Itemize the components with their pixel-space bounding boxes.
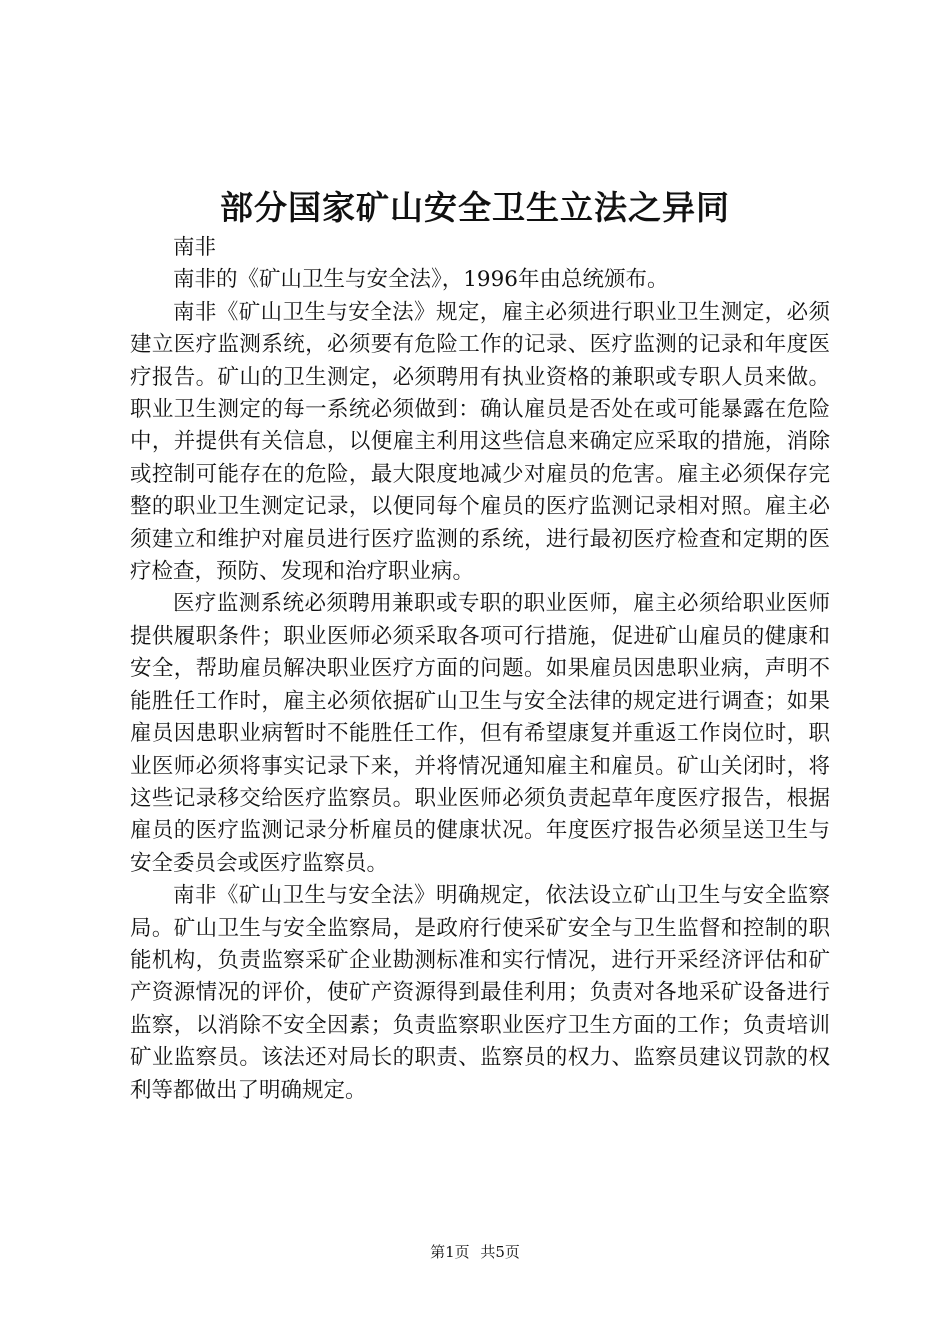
page-total: 共5页 [480, 1243, 520, 1261]
paragraph: 南非的《矿山卫生与安全法》，1996年由总统颁布。 [173, 267, 669, 293]
page-footer [0, 1240, 950, 1264]
document-body [130, 232, 830, 1107]
paragraph: 南非《矿山卫生与安全法》规定，雇主必须进行职业卫生测定，必须建立医疗监测系统，必须要有危险工作的记录、医疗监测的记录和年度医疗报告。矿山的卫生测定，必须聘用有执业资格的兼职或专职人员来做。职业卫生测定的每一系统必须做到：确认雇员是否处在或可能暴露在危险中，并提供有关信息，以便雇主利用这些信息来确定应采取的措施，消除或控制可能存在的危险，最大限度地减少对雇员的危害。雇主必须保存完整的职业卫生测定记录，以便同每个雇员的医疗监测记录相对照。雇主必须建立和维护对雇员进行医疗监测的系统，进行最初医疗检查和定期的医疗检查，预防、发现和治疗职业病。 [130, 299, 830, 585]
document-title: 部分国家矿山安全卫生立法之异同 [220, 188, 730, 227]
paragraph: 南非《矿山卫生与安全法》明确规定，依法设立矿山卫生与安全监察局。矿山卫生与安全监察局，是政府行使采矿安全与卫生监督和控制的职能机构，负责监察采矿企业勘测标准和实行情况，进行开采经济评估和矿产资源情况的评价，使矿产资源得到最佳利用；负责对各地采矿设备进行监察，以消除不安全因素；负责监察职业医疗卫生方面的工作；负责培训矿业监察员。该法还对局长的职责、监察员的权力、监察员建议罚款的权利等都做出了明确规定。 [130, 883, 830, 1103]
page-number: 第1页 [430, 1243, 470, 1261]
section-heading: 南非 [173, 235, 217, 260]
paragraph: 医疗监测系统必须聘用兼职或专职的职业医师，雇主必须给职业医师提供履职条件；职业医师必须采取各项可行措施，促进矿山雇员的健康和安全，帮助雇员解决职业医疗方面的问题。如果雇员因患职业病，声明不能胜任工作时，雇主必须依据矿山卫生与安全法律的规定进行调查；如果雇员因患职业病暂时不能胜任工作，但有希望康复并重返工作岗位时，职业医师必须将事实记录下来，并将情况通知雇主和雇员。矿山关闭时，将这些记录移交给医疗监察员。职业医师必须负责起草年度医疗报告，根据雇员的医疗监测记录分析雇员的健康状况。年度医疗报告必须呈送卫生与安全委员会或医疗监察员。 [130, 591, 830, 876]
